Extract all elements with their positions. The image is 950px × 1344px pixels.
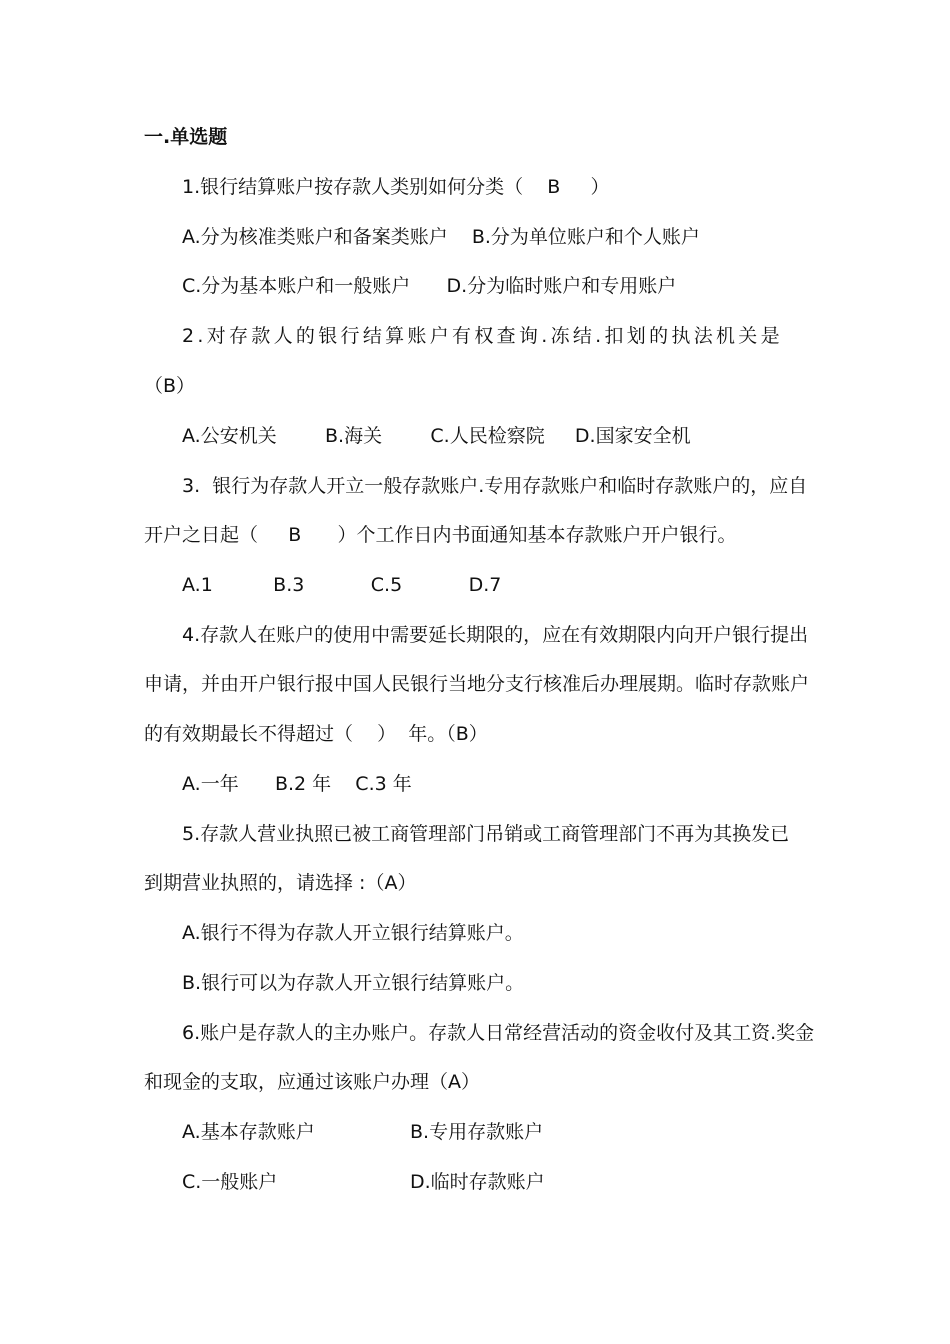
question-4-line-1: 4.存款人在账户的使用中需要延长期限的，应在有效期限内向开户银行提出 xyxy=(182,624,809,646)
question-5-option-b: B.银行可以为存款人开立银行结算账户。 xyxy=(182,972,525,994)
question-6-option-a: A.基本存款账户 xyxy=(182,1121,315,1143)
question-5-line-1: 5.存款人营业执照已被工商管理部门吊销或工商管理部门不再为其换发已 xyxy=(182,823,790,845)
question-2-line-2: （B） xyxy=(144,375,196,397)
question-5-option-a: A.银行不得为存款人开立银行结算账户。 xyxy=(182,922,524,944)
question-5-line-2: 到期营业执照的，请选择 :（A） xyxy=(144,872,417,894)
question-2-options: A.公安机关 B.海关 C.人民检察院 D.国家安全机 xyxy=(182,425,691,447)
question-4-line-2: 申请，并由开户银行报中国人民银行当地分支行核准后办理展期。临时存款账户 xyxy=(144,673,810,695)
question-6-option-c: C.一般账户 xyxy=(182,1171,278,1193)
question-1-options-cd: C.分为基本账户和一般账户 D.分为临时账户和专用账户 xyxy=(182,275,677,297)
question-2-line-1: 2.对存款人的银行结算账户有权查询.冻结.扣划的执法机关是 xyxy=(182,325,783,347)
question-6-line-2: 和现金的支取，应通过该账户办理（A） xyxy=(144,1071,480,1093)
question-6-option-d: D.临时存款账户 xyxy=(410,1171,545,1193)
section-heading: 一.单选题 xyxy=(144,126,228,148)
question-3-line-2: 开户之日起（ B ）个工作日内书面通知基本存款账户开户银行。 xyxy=(144,524,737,546)
question-3-line-1: 3. 银行为存款人开立一般存款账户.专用存款账户和临时存款账户的，应自 xyxy=(182,475,808,497)
question-4-options: A.一年 B.2 年 C.3 年 xyxy=(182,773,412,795)
question-6-option-b: B.专用存款账户 xyxy=(410,1121,544,1143)
question-1-options-ab: A.分为核准类账户和备案类账户 B.分为单位账户和个人账户 xyxy=(182,226,700,248)
question-4-line-3: 的有效期最长不得超过（ ） 年。（B） xyxy=(144,723,488,745)
question-6-line-1: 6.账户是存款人的主办账户。存款人日常经营活动的资金收付及其工资.奖金 xyxy=(182,1022,815,1044)
question-3-options: A.1 B.3 C.5 D.7 xyxy=(182,574,502,596)
question-1: 1.银行结算账户按存款人类别如何分类（ B ） xyxy=(182,176,610,198)
